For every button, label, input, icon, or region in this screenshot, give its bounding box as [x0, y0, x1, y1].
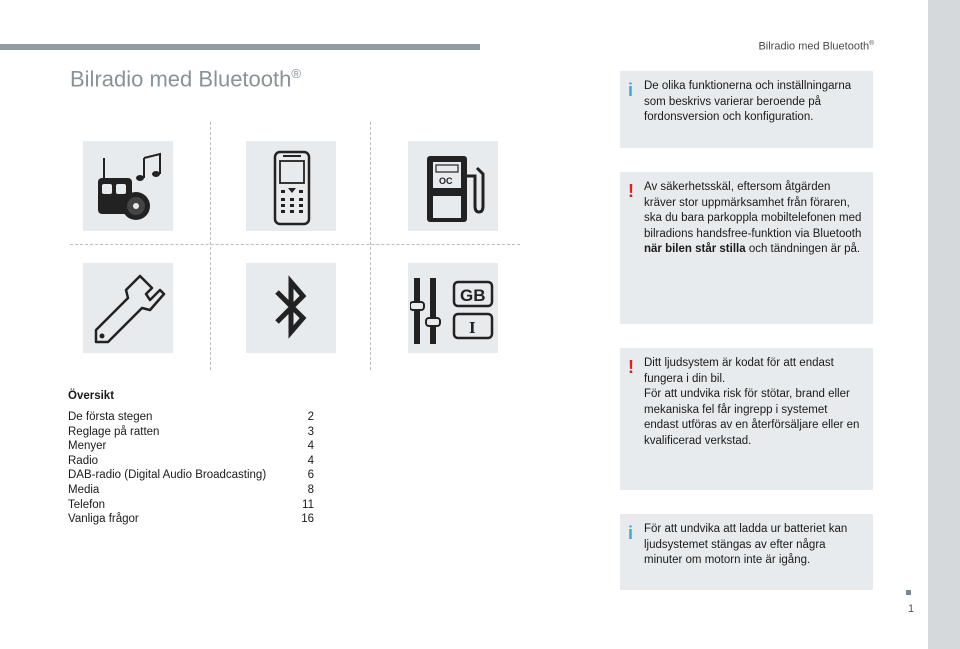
page-number: 1: [908, 603, 915, 615]
info-note-text: De olika funktionerna och inställningarna som beskrivs varierar beroende på fordonsversion och konfiguration.: [644, 80, 852, 123]
fuel-pump-tile[interactable]: [408, 141, 498, 231]
toc-item-label: Vanliga frågor: [68, 513, 139, 526]
fuel-pump-icon: [413, 146, 493, 226]
language-settings-icon: [410, 268, 496, 348]
warning-note-line-1: Ditt ljudsystem är kodat för att endast fungera i din bil.: [644, 357, 834, 385]
top-decorative-bar: [0, 44, 480, 50]
warning-icon: !: [628, 181, 634, 201]
toc-item[interactable]: [68, 410, 314, 425]
toc-item-page: 6: [307, 469, 314, 482]
mobile-phone-icon: [253, 146, 329, 226]
page-marker: [906, 590, 911, 595]
grid-divider: [370, 122, 371, 370]
toc-item-label: Telefon: [68, 498, 106, 511]
info-note-text: För att undvika att ladda ur batteriet kan ljudsystemet stängas av efter några minuter om motorn inte är igång.: [644, 523, 848, 566]
info-note-2: [620, 514, 873, 590]
mobile-phone-tile[interactable]: [246, 141, 336, 231]
warning-note-text: Av säkerhetsskäl, eftersom åtgärden kräver stor uppmärksamhet från föraren, ska du bara parkoppla mobiltelefonen med bilradions handsfree-funktion via Bluetooth när bilen står stilla och tändningen är på.: [644, 181, 862, 255]
info-icon: i: [628, 80, 634, 100]
right-margin-bar: [928, 0, 960, 649]
radio-media-icon: [90, 148, 166, 224]
wrench-icon: [88, 268, 168, 348]
page-title: Bilradio med Bluetooth®: [70, 66, 302, 92]
overview-toc: [68, 390, 314, 527]
toc-item-page: 4: [307, 454, 314, 467]
info-icon: i: [628, 523, 634, 543]
toc-item-label: De första stegen: [68, 411, 153, 423]
toc-item-label: Radio: [68, 454, 99, 467]
maintenance-tile[interactable]: [83, 263, 173, 353]
grid-divider: [210, 122, 211, 370]
info-note-1: [620, 71, 873, 148]
toc-item[interactable]: [68, 425, 314, 440]
warning-icon: !: [628, 357, 634, 377]
toc-item-page: 4: [307, 440, 314, 453]
running-header: Bilradio med Bluetooth®: [758, 40, 874, 53]
grid-divider: [70, 244, 520, 245]
language-settings-tile[interactable]: [408, 263, 498, 353]
toc-item-page: 16: [301, 513, 314, 526]
language-label-2: I: [469, 318, 476, 337]
toc-item[interactable]: [68, 454, 314, 469]
bluetooth-tile[interactable]: [246, 263, 336, 353]
toc-item-page: 8: [307, 483, 314, 496]
overview-heading: Översikt: [68, 390, 115, 402]
toc-item[interactable]: [68, 498, 314, 513]
toc-item-page: 2: [307, 411, 314, 423]
toc-item-page: 11: [302, 498, 314, 511]
toc-item-label: Media: [68, 483, 100, 496]
fuel-pump-label: OC: [439, 176, 453, 186]
warning-note-2: [620, 348, 873, 490]
icon-grid: [70, 122, 520, 372]
radio-media-tile[interactable]: [83, 141, 173, 231]
toc-item[interactable]: [68, 512, 314, 527]
toc-item[interactable]: [68, 439, 314, 454]
toc-item[interactable]: [68, 468, 314, 483]
warning-note-1: [620, 172, 873, 324]
warning-note-line-2: För att undvika risk för stötar, brand eller mekaniska fel får ingrepp i systemet endast utföras av en återförsäljare eller en kvalificerad verkstad.: [644, 388, 860, 447]
toc-item-label: Menyer: [68, 440, 107, 453]
toc-list: [68, 410, 314, 527]
toc-item-label: DAB-radio (Digital Audio Broadcasting): [68, 469, 267, 482]
toc-item[interactable]: [68, 483, 314, 498]
toc-item-label: Reglage på ratten: [68, 425, 160, 438]
toc-item-page: 3: [307, 425, 314, 438]
language-label-1: GB: [460, 286, 486, 305]
bluetooth-icon: [261, 268, 321, 348]
